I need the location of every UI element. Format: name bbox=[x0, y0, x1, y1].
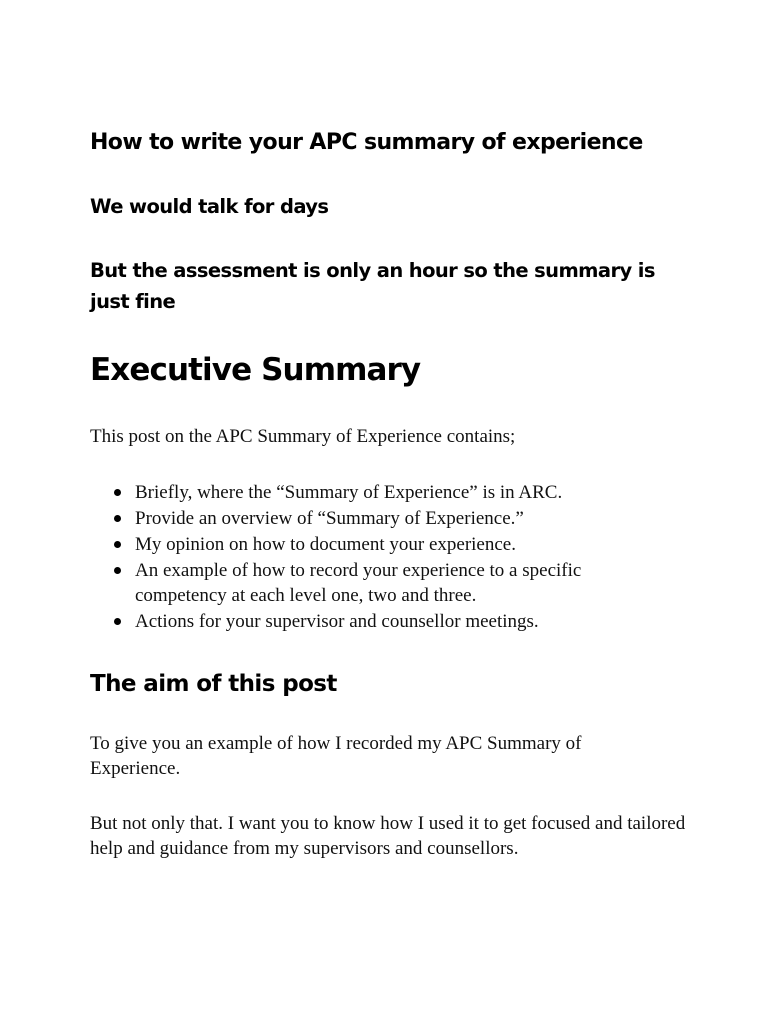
bullet-icon bbox=[114, 515, 121, 522]
intro-paragraph: This post on the APC Summary of Experience contains; bbox=[90, 426, 516, 447]
aim-paragraph-guidance: But not only that. I want you to know how I used it to get focused and tailored help and guidance from my supervisors and counsellors. bbox=[90, 813, 686, 859]
list-item-text: Briefly, where the “Summary of Experience” is in ARC. bbox=[135, 482, 563, 503]
list-item bbox=[90, 609, 650, 634]
page-title: How to write your APC summary of experience bbox=[90, 130, 643, 155]
bullet-icon bbox=[114, 541, 121, 548]
list-item bbox=[90, 558, 650, 608]
section-heading-executive-summary: Executive Summary bbox=[90, 352, 421, 388]
list-item bbox=[90, 532, 650, 557]
subtitle-assessment-hour: But the assessment is only an hour so the summary is just fine bbox=[90, 259, 655, 313]
list-item bbox=[90, 506, 650, 531]
list-item bbox=[90, 480, 650, 505]
section-heading-aim-of-post: The aim of this post bbox=[90, 671, 337, 697]
bullet-icon bbox=[114, 618, 121, 625]
list-item-text: Provide an overview of “Summary of Experience.” bbox=[135, 508, 524, 529]
list-item-text: My opinion on how to document your experience. bbox=[135, 534, 516, 555]
aim-paragraph-example: To give you an example of how I recorded my APC Summary of Experience. bbox=[90, 733, 582, 779]
list-item-text: An example of how to record your experience to a specific competency at each level one, two and three. bbox=[135, 560, 582, 606]
bullet-icon bbox=[114, 567, 121, 574]
bullet-icon bbox=[114, 489, 121, 496]
subtitle-talk-for-days: We would talk for days bbox=[90, 195, 329, 218]
list-item-text: Actions for your supervisor and counsellor meetings. bbox=[135, 611, 539, 632]
contents-bullet-list bbox=[90, 480, 650, 635]
